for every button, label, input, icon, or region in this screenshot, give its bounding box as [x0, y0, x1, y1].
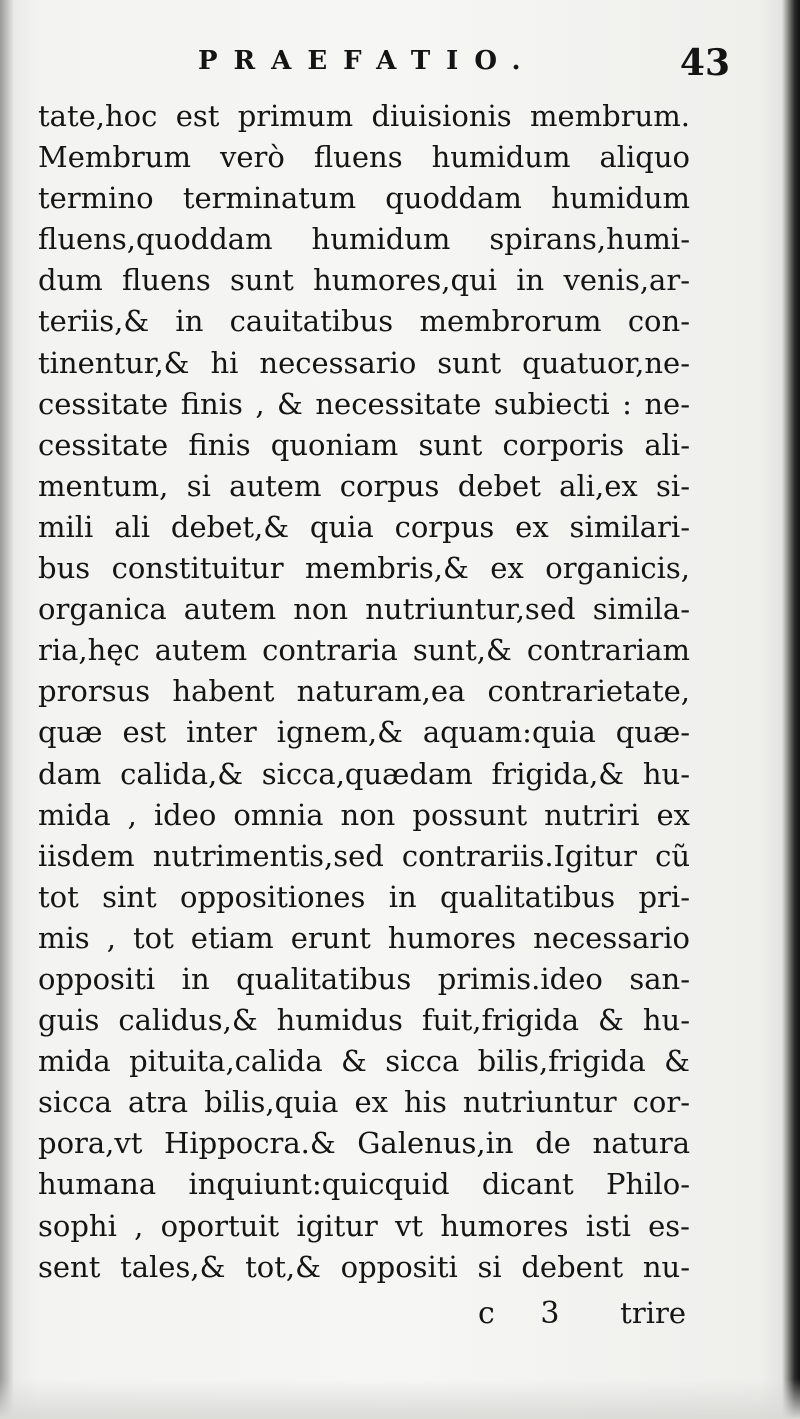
page-footer [38, 1296, 690, 1340]
text-line: fluens,quoddam humidum spirans,humi- [38, 222, 690, 257]
text-line: mili ali debet,& quia corpus ex similari- [38, 509, 690, 544]
text-line: pora,vt Hippocra.& Galenus,in de natura [38, 1126, 690, 1161]
text-line: sent tales,& tot,& oppositi si debent nu- [38, 1249, 690, 1284]
text-line: mis , tot etiam erunt humores necessario [38, 920, 690, 955]
text-line: cessitate finis , & necessitate subiecti : ne- [38, 386, 690, 421]
text-line: bus constituitur membris,& ex organicis, [38, 551, 690, 586]
text-line: sicca atra bilis,quia ex his nutriuntur cor- [38, 1085, 690, 1120]
body-text [38, 96, 690, 1288]
text-line: dam calida,& sicca,quædam frigida,& hu- [38, 756, 690, 791]
text-line: humana inquiunt:quicquid dicant Philo- [38, 1167, 690, 1202]
text-line: tot sint oppositiones in qualitatibus pri- [38, 879, 690, 914]
text-line: tate,hoc est primum diuisionis membrum. [38, 99, 690, 133]
text-line: ria,hęc autem contraria sunt,& contrariam [38, 633, 690, 668]
text-line: mida , ideo omnia non possunt nutriri ex [38, 797, 690, 832]
text-line: prorsus habent naturam,ea contrarietate, [38, 674, 690, 709]
text-line: cessitate finis quoniam sunt corporis ali- [38, 427, 690, 462]
text-line: guis calidus,& humidus fuit,frigida & hu- [38, 1003, 690, 1038]
text-line: Membrum verò fluens humidum aliquo [38, 140, 690, 175]
catchword: trire [620, 1296, 686, 1330]
signature-mark: c 3 [478, 1296, 578, 1331]
text-line: termino terminatum quoddam humidum [38, 181, 690, 216]
text-line: oppositi in qualitatibus primis.ideo san- [38, 961, 690, 996]
page-header [40, 42, 740, 86]
gutter-shadow [0, 0, 14, 1419]
text-line: tinentur,& hi necessario sunt quatuor,ne- [38, 345, 690, 380]
text-line: organica autem non nutriuntur,sed simila- [38, 592, 690, 627]
text-line: iisdem nutrimentis,sed contrariis.Igitur cũ [38, 838, 690, 873]
page-number: 43 [679, 42, 730, 84]
running-title: PRAEFATIO. [198, 46, 537, 76]
text-line: mentum, si autem corpus debet ali,ex si- [38, 468, 690, 503]
text-line: teriis,& in cauitatibus membrorum con- [38, 304, 690, 339]
page-edge [782, 0, 800, 1419]
text-line: sophi , oportuit igitur vt humores isti es- [38, 1208, 690, 1243]
text-line: quæ est inter ignem,& aquam:quia quæ- [38, 715, 690, 750]
text-line: mida pituita,calida & sicca bilis,frigida & [38, 1044, 690, 1079]
text-line: dum fluens sunt humores,qui in venis,ar- [38, 263, 690, 298]
bottom-margin [0, 1379, 800, 1419]
